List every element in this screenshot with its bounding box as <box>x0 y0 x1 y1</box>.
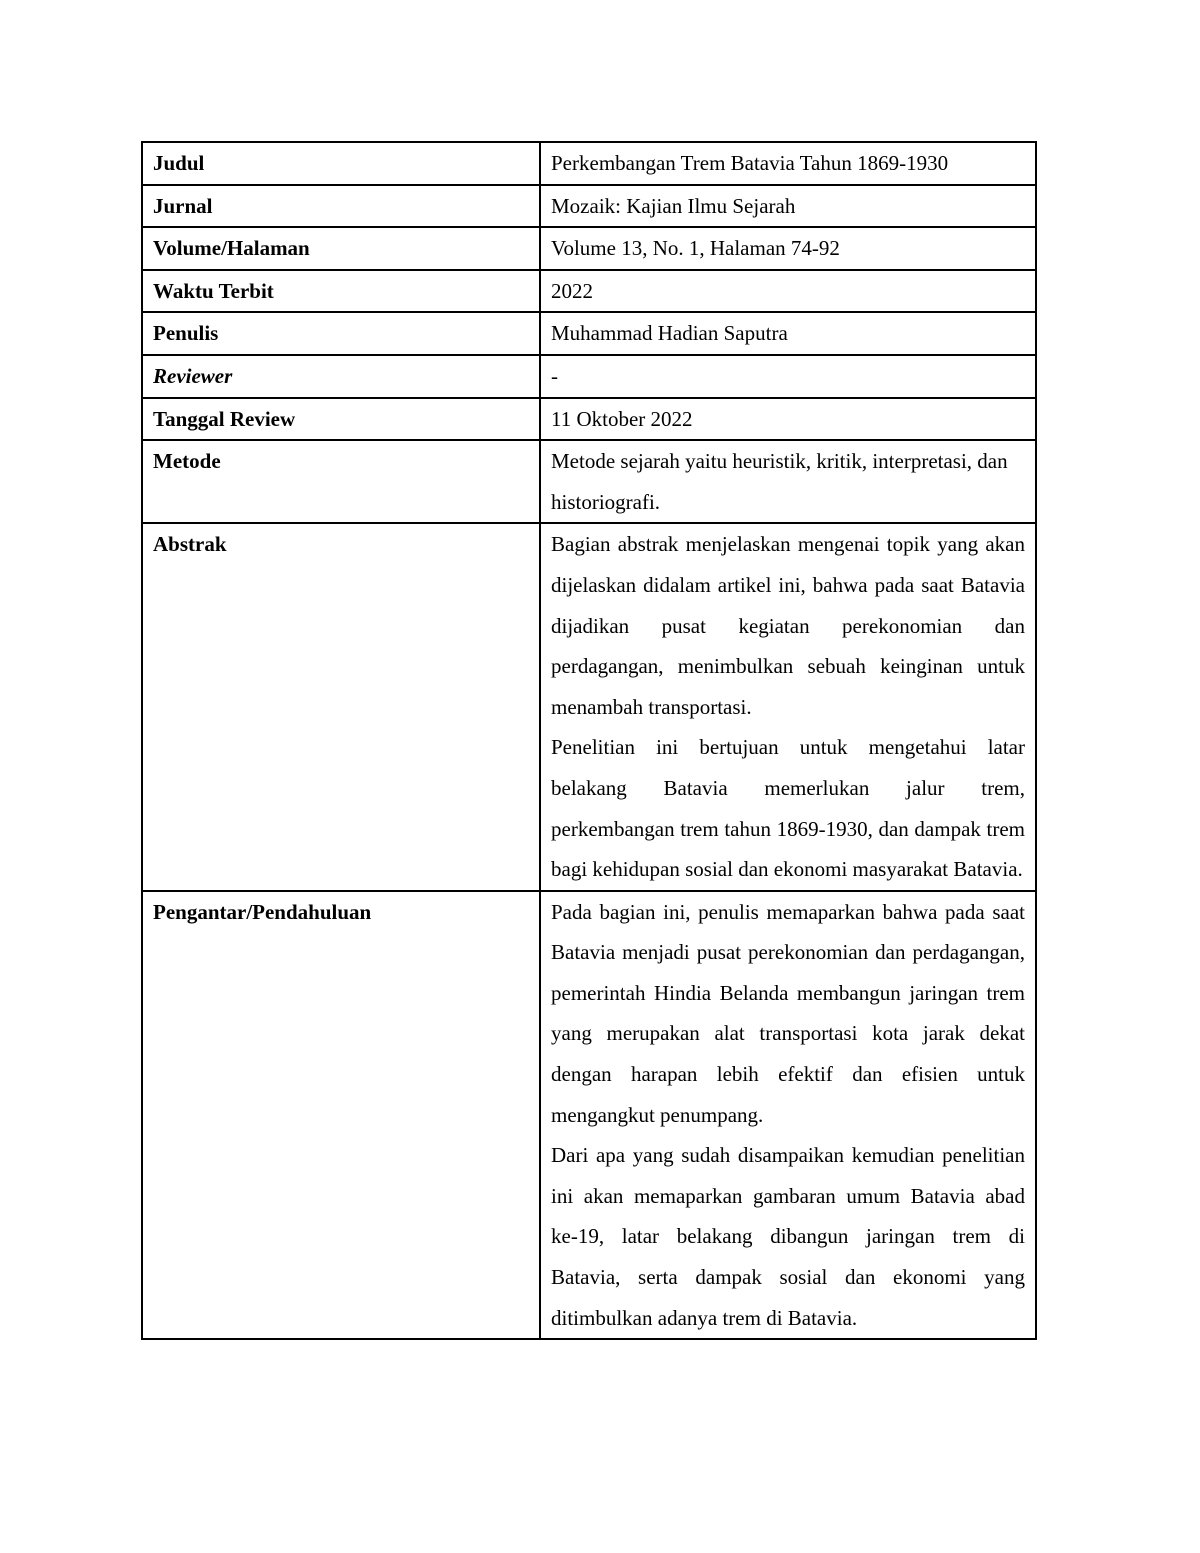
value-jurnal: Mozaik: Kajian Ilmu Sejarah <box>540 185 1036 228</box>
label-pengantar-pendahuluan: Pengantar/Pendahuluan <box>142 891 540 1340</box>
label-jurnal: Jurnal <box>142 185 540 228</box>
value-reviewer: - <box>540 355 1036 398</box>
table-row-pendahuluan <box>142 891 1036 1340</box>
value-tanggal-review: 11 Oktober 2022 <box>540 398 1036 441</box>
label-reviewer: Reviewer <box>142 355 540 398</box>
label-tanggal-review: Tanggal Review <box>142 398 540 441</box>
label-waktu-terbit: Waktu Terbit <box>142 270 540 313</box>
table-row-abstrak <box>142 523 1036 890</box>
table-row-metode <box>142 440 1036 523</box>
table-row-jurnal <box>142 185 1036 228</box>
pendahuluan-paragraph-1: Pada bagian ini, penulis memaparkan bahwa pada saat Batavia menjadi pusat perekonomian dan perdagangan, pemerintah Hindia Belanda membangun jaringan trem yang merupakan alat transportasi kota jarak dekat dengan harapan lebih efektif dan efisien untuk mengangkut penumpang. <box>551 899 1025 1127</box>
label-penulis: Penulis <box>142 312 540 355</box>
table-row-tanggal-review <box>142 398 1036 441</box>
label-metode: Metode <box>142 440 540 523</box>
value-metode: Metode sejarah yaitu heuristik, kritik, interpretasi, dan historiografi. <box>540 440 1036 523</box>
table-row-waktu-terbit <box>142 270 1036 313</box>
label-judul: Judul <box>142 142 540 185</box>
value-volume-halaman: Volume 13, No. 1, Halaman 74-92 <box>540 227 1036 270</box>
value-pengantar-pendahuluan <box>540 891 1036 1340</box>
label-volume-halaman: Volume/Halaman <box>142 227 540 270</box>
abstrak-paragraph-1: Bagian abstrak menjelaskan mengenai topik yang akan dijelaskan didalam artikel ini, bahwa pada saat Batavia dijadikan pusat kegiatan perekonomian dan perdagangan, menimbulkan sebuah keinginan untuk menambah transportasi. <box>551 532 1025 719</box>
table-row-volume <box>142 227 1036 270</box>
value-abstrak <box>540 523 1036 890</box>
table-row-judul <box>142 142 1036 185</box>
value-judul: Perkembangan Trem Batavia Tahun 1869-1930 <box>540 142 1036 185</box>
review-table <box>141 141 1037 1340</box>
pendahuluan-paragraph-2: Dari apa yang sudah disampaikan kemudian penelitian ini akan memaparkan gambaran umum Batavia abad ke-19, latar belakang dibangun jaringan trem di Batavia, serta dampak sosial dan ekonomi yang ditimbulkan adanya trem di Batavia. <box>551 1143 1025 1330</box>
abstrak-paragraph-2: Penelitian ini bertujuan untuk mengetahui latar belakang Batavia memerlukan jalur trem, perkembangan trem tahun 1869-1930, dan dampak trem bagi kehidupan sosial dan ekonomi masyarakat Batavia. <box>551 735 1025 882</box>
table-row-penulis <box>142 312 1036 355</box>
value-penulis: Muhammad Hadian Saputra <box>540 312 1036 355</box>
label-abstrak: Abstrak <box>142 523 540 890</box>
table-row-reviewer <box>142 355 1036 398</box>
value-waktu-terbit: 2022 <box>540 270 1036 313</box>
